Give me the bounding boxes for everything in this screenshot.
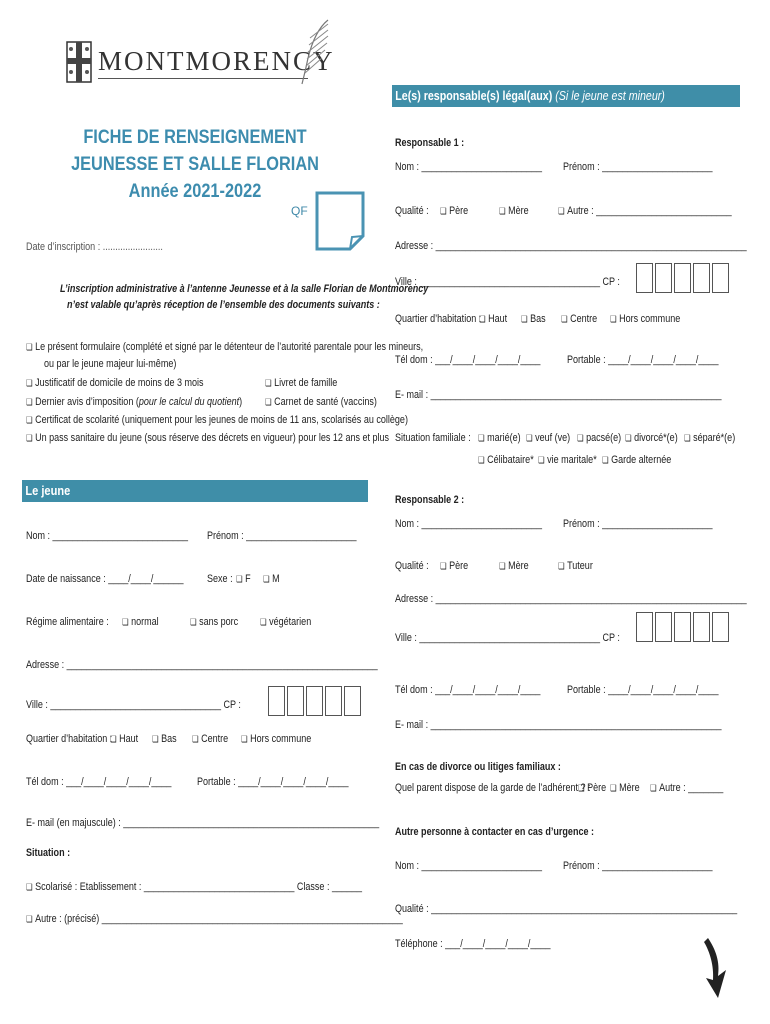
jeune-quartier-haut[interactable]: ❏ Haut: [110, 733, 138, 745]
logo-wing-icon: [298, 18, 332, 88]
jeune-scolarise-field[interactable]: ❏ Scolarisé : Etablissement : ______________________________ Classe : ______: [26, 881, 362, 893]
r2-tuteur-checkbox[interactable]: ❏ Tuteur: [558, 560, 593, 572]
r1-marie-checkbox[interactable]: ❏ marié(e): [478, 432, 521, 444]
responsables-banner: [392, 85, 740, 107]
document-text: Dernier avis d’imposition (: [35, 396, 139, 408]
divorce-question: Quel parent dispose de la garde de l’adhérent ? :: [395, 782, 591, 794]
qf-label: QF: [291, 204, 308, 218]
r1-quartier-label: Quartier d’habitation :: [395, 313, 482, 325]
document-text: ): [239, 396, 243, 408]
date-inscription[interactable]: Date d’inscription : ........................: [26, 241, 163, 253]
notice-line-1: L’inscription administrative à l’antenne Jeunesse et à la salle Florian de Montmorency: [60, 283, 429, 295]
r1-quartier-haut[interactable]: ❏ Haut: [479, 313, 507, 325]
r2-cp-box[interactable]: [674, 612, 691, 642]
jeune-adresse-field[interactable]: Adresse : ______________________________________________________________: [26, 659, 378, 671]
urgence-prenom-field[interactable]: Prénom : ______________________: [563, 860, 713, 872]
document-item[interactable]: ❏ Le présent formulaire (complété et signé par le détenteur de l’autorité parentale pour les mineurs,: [26, 341, 423, 353]
document-item[interactable]: ❏ Carnet de santé (vaccins): [265, 396, 377, 408]
sexe-m-checkbox[interactable]: ❏ M: [263, 573, 280, 585]
r1-mere-checkbox[interactable]: ❏ Mère: [499, 205, 529, 217]
r1-cp-box[interactable]: [655, 263, 672, 293]
jeune-autre-field[interactable]: ❏ Autre : (précisé) ____________________________________________________________: [26, 913, 403, 925]
r2-mere-checkbox[interactable]: ❏ Mère: [499, 560, 529, 572]
r2-nom-field[interactable]: Nom : ________________________: [395, 518, 542, 530]
r1-separe-checkbox[interactable]: ❏ séparé*(e): [684, 432, 735, 444]
jeune-banner-label: Le jeune: [25, 483, 71, 498]
jeune-cp-box[interactable]: [287, 686, 304, 716]
jeune-naissance-field[interactable]: Date de naissance : ____/____/______: [26, 573, 184, 585]
r1-cp-box[interactable]: [636, 263, 653, 293]
r2-adresse-field[interactable]: Adresse : ______________________________________________________________: [395, 593, 747, 605]
r1-quartier-hors[interactable]: ❏ Hors commune: [610, 313, 680, 325]
r1-veuf-checkbox[interactable]: ❏ veuf (ve): [526, 432, 570, 444]
r1-pere-checkbox[interactable]: ❏ Père: [440, 205, 468, 217]
qf-box-icon: [314, 190, 366, 252]
urgence-title: Autre personne à contacter en cas d’urgence :: [395, 826, 595, 838]
jeune-nom-field[interactable]: Nom : ___________________________: [26, 530, 189, 542]
r1-tel-field[interactable]: Tél dom : ___/____/____/____/____: [395, 354, 541, 366]
logo: [66, 40, 336, 90]
r1-email-field[interactable]: E- mail : __________________________________________________________: [395, 389, 722, 401]
r1-garde-checkbox[interactable]: ❏ Garde alternée: [602, 454, 671, 466]
r1-autre-field[interactable]: ❏ Autre : ___________________________: [558, 205, 732, 217]
urgence-qualite-field[interactable]: Qualité : _____________________________________________________________: [395, 903, 738, 915]
logo-underline: [98, 78, 308, 79]
jeune-cp-box[interactable]: [306, 686, 323, 716]
r2-cp-box[interactable]: [636, 612, 653, 642]
turn-page-arrow-icon: [702, 936, 736, 1000]
r1-situation-label: Situation familiale :: [395, 432, 471, 444]
responsables-banner-note: (Si le jeune est mineur): [555, 88, 665, 103]
page-title: [66, 124, 324, 205]
jeune-prenom-field[interactable]: Prénom : ______________________: [207, 530, 357, 542]
notice-line-2: n’est valable qu’après réception de l’ensemble des documents suivants :: [67, 299, 380, 311]
sexe-f-checkbox[interactable]: ❏ F: [236, 573, 251, 585]
jeune-cp-box[interactable]: [325, 686, 342, 716]
r1-portable-field[interactable]: Portable : ____/____/____/____/____: [567, 354, 719, 366]
title-line-1: FICHE DE RENSEIGNEMENT: [83, 127, 307, 148]
r1-quartier-bas[interactable]: ❏ Bas: [521, 313, 546, 325]
title-line-3: Année 2021-2022: [128, 181, 262, 202]
jeune-quartier-centre[interactable]: ❏ Centre: [192, 733, 228, 745]
jeune-quartier-hors[interactable]: ❏ Hors commune: [241, 733, 311, 745]
r2-ville-field[interactable]: Ville : ____________________________________ CP :: [395, 632, 620, 644]
r1-title: Responsable 1 :: [395, 137, 465, 149]
jeune-tel-field[interactable]: Tél dom : ___/____/____/____/____: [26, 776, 172, 788]
r2-cp-box[interactable]: [693, 612, 710, 642]
logo-name: MONTMORENCY: [98, 46, 335, 76]
document-text-italic: pour le calcul du quotient: [138, 396, 240, 408]
r2-prenom-field[interactable]: Prénom : ______________________: [563, 518, 713, 530]
r2-cp-box[interactable]: [712, 612, 729, 642]
divorce-title: En cas de divorce ou litiges familiaux :: [395, 761, 561, 773]
title-line-2: JEUNESSE ET SALLE FLORIAN: [71, 154, 319, 175]
divorce-mere-checkbox[interactable]: ❏ Mère: [610, 782, 640, 794]
jeune-cp-box[interactable]: [268, 686, 285, 716]
jeune-portable-field[interactable]: Portable : ____/____/____/____/____: [197, 776, 349, 788]
urgence-telephone-field[interactable]: Téléphone : ___/____/____/____/____: [395, 938, 551, 950]
document-item[interactable]: ❏ Un pass sanitaire du jeune (sous réserve des décrets en vigueur) pour les 12 ans et plus: [26, 432, 389, 444]
jeune-quartier-bas[interactable]: ❏ Bas: [152, 733, 177, 745]
r1-cp-box[interactable]: [674, 263, 691, 293]
r1-ville-field[interactable]: Ville : ____________________________________ CP :: [395, 276, 620, 288]
r1-cp-box[interactable]: [712, 263, 729, 293]
r2-tel-field[interactable]: Tél dom : ___/____/____/____/____: [395, 684, 541, 696]
urgence-nom-field[interactable]: Nom : ________________________: [395, 860, 542, 872]
document-item[interactable]: ❏ Livret de famille: [265, 377, 337, 389]
r2-cp-box[interactable]: [655, 612, 672, 642]
regime-sans-porc-checkbox[interactable]: ❏ sans porc: [190, 616, 238, 628]
r2-email-field[interactable]: E- mail : __________________________________________________________: [395, 719, 722, 731]
r1-quartier-centre[interactable]: ❏ Centre: [561, 313, 597, 325]
r1-nom-field[interactable]: Nom : ________________________: [395, 161, 542, 173]
jeune-quartier-label: Quartier d’habitation :: [26, 733, 113, 745]
r1-prenom-field[interactable]: Prénom : ______________________: [563, 161, 713, 173]
r2-title: Responsable 2 :: [395, 494, 465, 506]
r1-qualite-label: Qualité :: [395, 205, 429, 217]
responsables-banner-label: Le(s) responsable(s) légal(aux): [395, 88, 553, 103]
r1-divorce-checkbox[interactable]: ❏ divorcé*(e): [625, 432, 678, 444]
r2-portable-field[interactable]: Portable : ____/____/____/____/____: [567, 684, 719, 696]
jeune-sexe-label: Sexe :: [207, 573, 233, 585]
regime-normal-checkbox[interactable]: ❏ normal: [122, 616, 159, 628]
r1-adresse-field[interactable]: Adresse : ______________________________________________________________: [395, 240, 747, 252]
document-item-continued: ou par le jeune majeur lui-même): [44, 358, 177, 370]
r1-cp-box[interactable]: [693, 263, 710, 293]
divorce-autre-field[interactable]: ❏ Autre : _______: [650, 782, 723, 794]
divorce-pere-checkbox[interactable]: ❏ Père: [578, 782, 606, 794]
r1-celibataire-checkbox[interactable]: ❏ Célibataire*: [478, 454, 534, 466]
jeune-regime-label: Régime alimentaire :: [26, 616, 109, 628]
r1-vie-maritale-checkbox[interactable]: ❏ vie maritale*: [538, 454, 597, 466]
jeune-email-field[interactable]: E- mail (en majuscule) : ___________________________________________________: [26, 817, 380, 829]
jeune-banner: [22, 480, 368, 502]
r1-pacse-checkbox[interactable]: ❏ pacsé(e): [577, 432, 621, 444]
jeune-cp-box[interactable]: [344, 686, 361, 716]
document-item[interactable]: [26, 396, 242, 408]
document-item[interactable]: ❏ Justificatif de domicile de moins de 3 mois: [26, 377, 204, 389]
r2-qualite-label: Qualité :: [395, 560, 429, 572]
jeune-situation-label: Situation :: [26, 847, 71, 859]
regime-vegetarien-checkbox[interactable]: ❏ végétarien: [260, 616, 311, 628]
jeune-ville-field[interactable]: Ville : __________________________________ CP :: [26, 699, 241, 711]
city-emblem-icon: [66, 40, 92, 84]
r2-pere-checkbox[interactable]: ❏ Père: [440, 560, 468, 572]
document-item[interactable]: ❏ Certificat de scolarité (uniquement pour les jeunes de moins de 11 ans, scolarisés au collège): [26, 414, 408, 426]
